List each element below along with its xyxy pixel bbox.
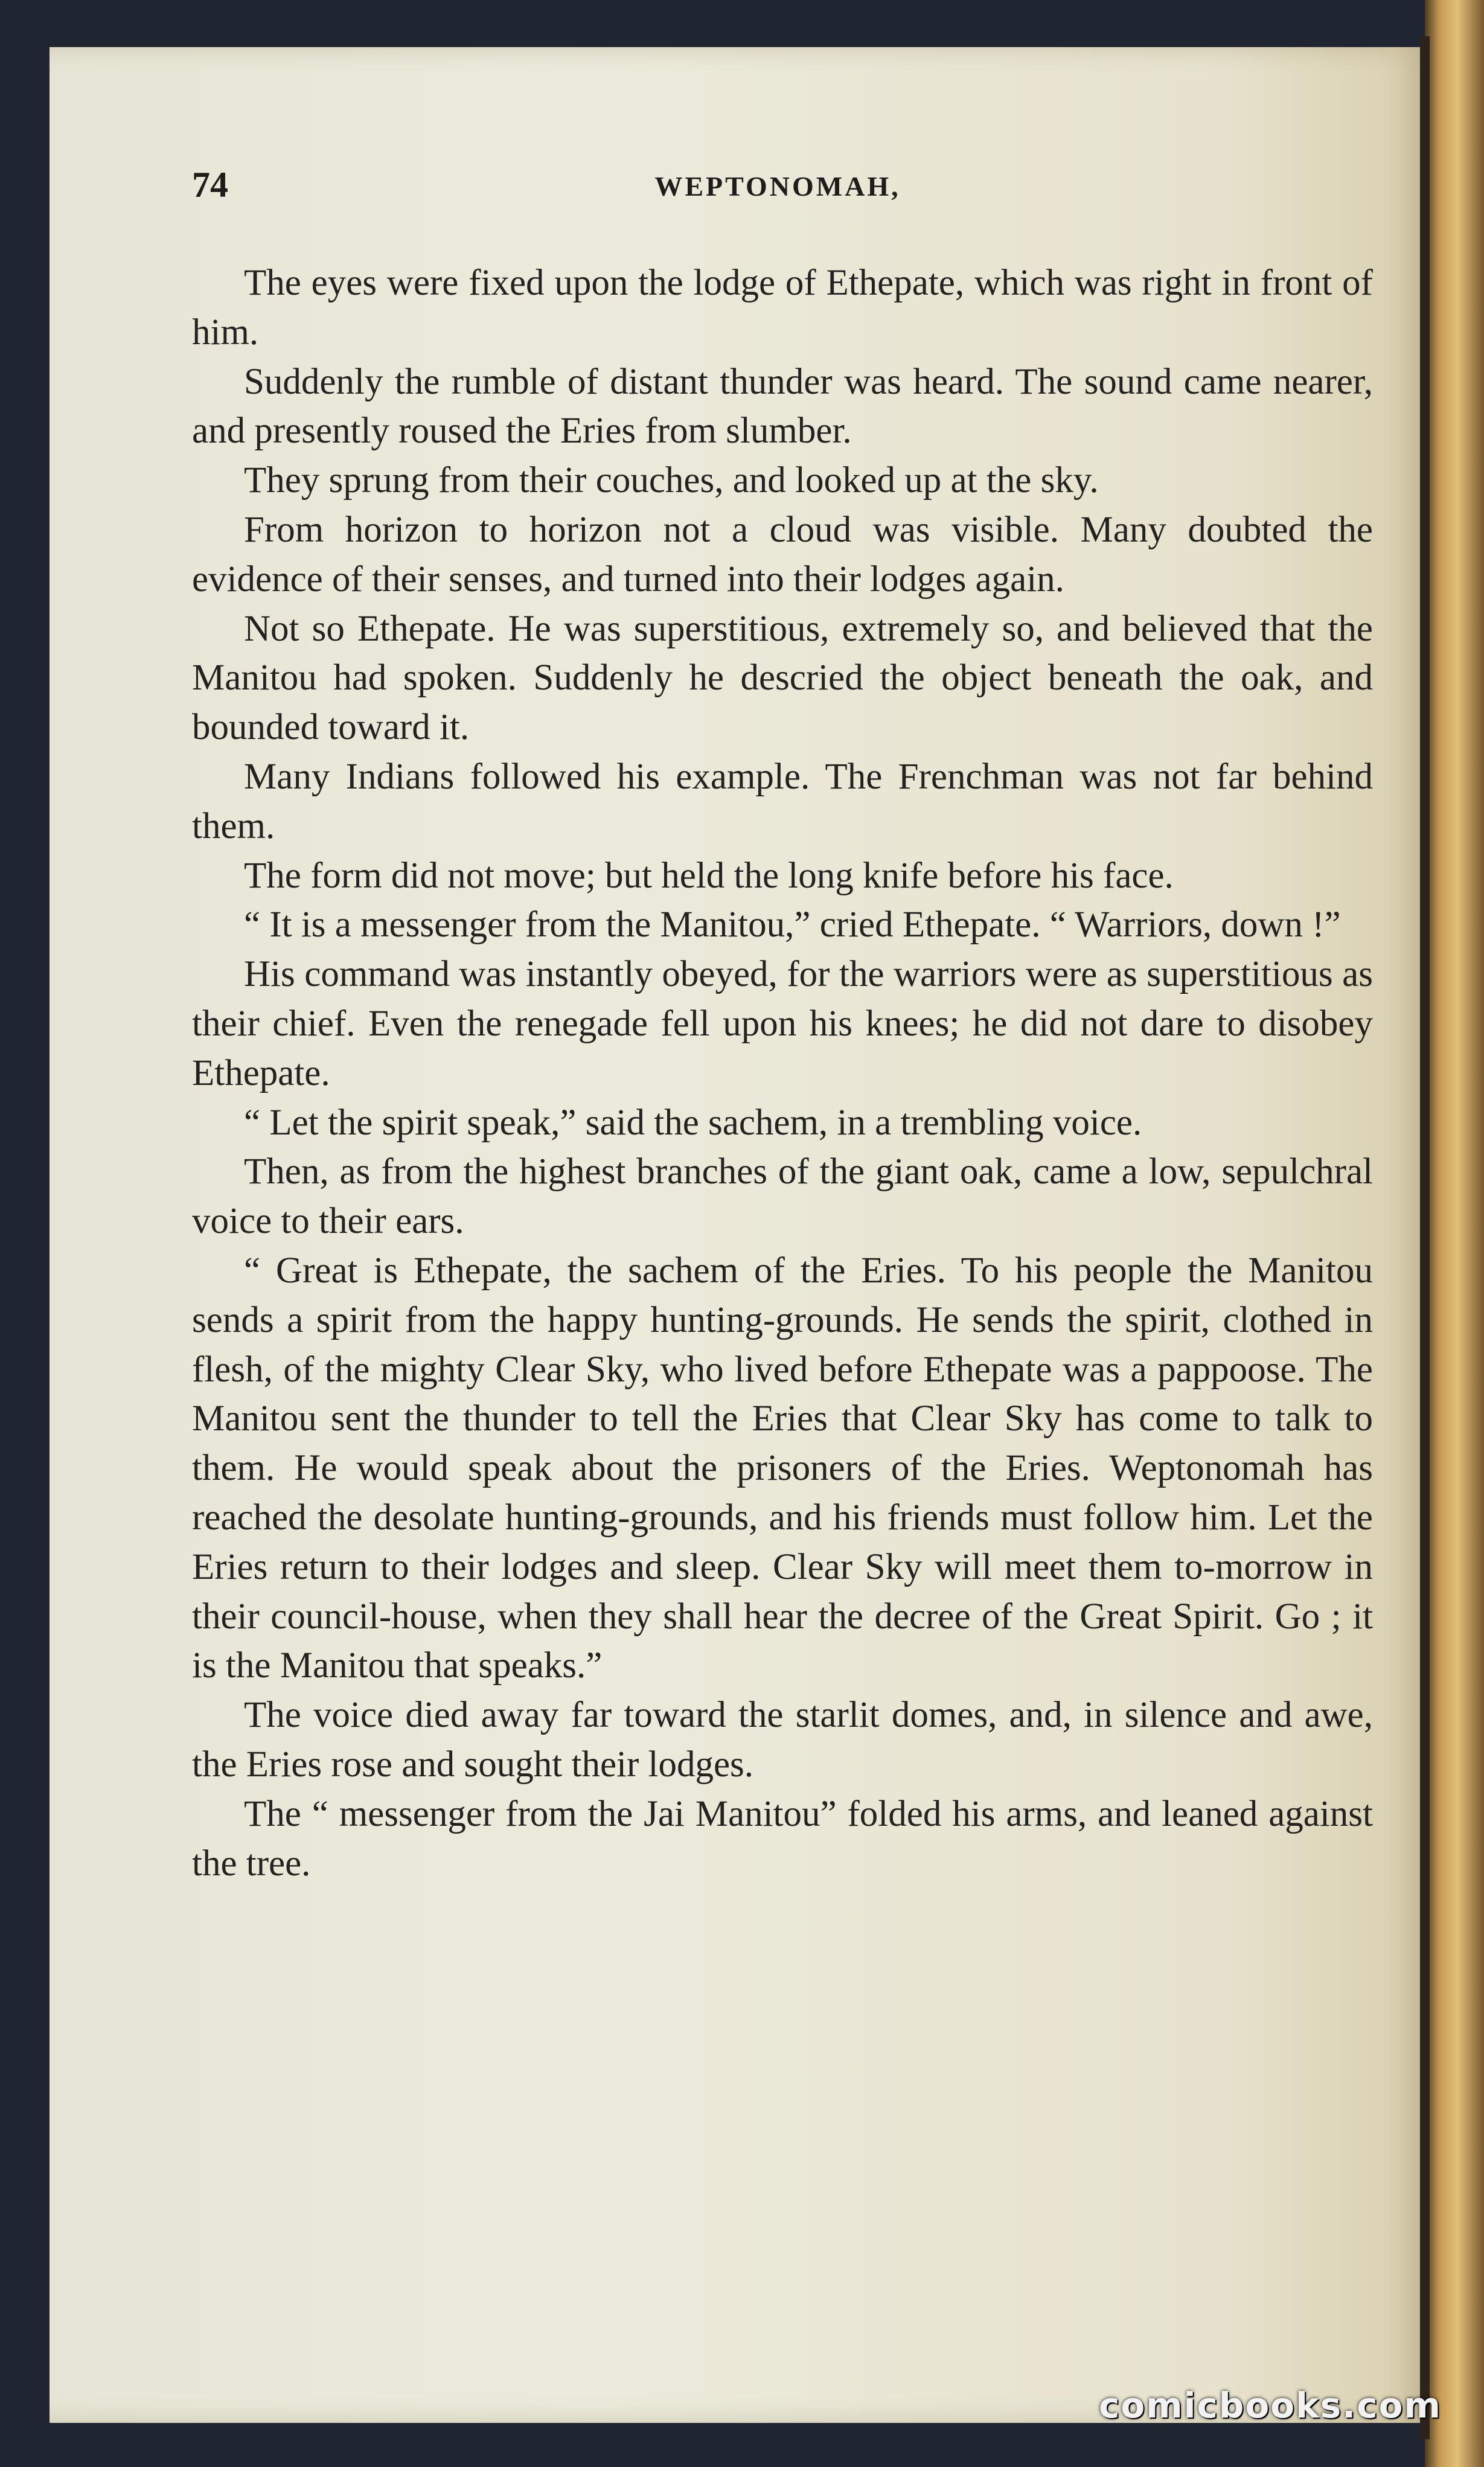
paragraph: From horizon to horizon not a cloud was visible. Many doubted the evidence of their senses, and turned into their lodges again. bbox=[192, 509, 1373, 600]
paragraph: Suddenly the rumble of distant thunder was heard. The sound came nearer, and presently roused the Eries from slumber. bbox=[192, 361, 1373, 452]
running-head bbox=[192, 164, 1363, 206]
paragraph: The voice died away far toward the starlit domes, and, in silence and awe, the Eries rose and sought their lodges. bbox=[192, 1695, 1373, 1785]
book-spine bbox=[1425, 0, 1484, 2467]
paragraph: His command was instantly obeyed, for the warriors were as superstitious as their chief. Even the renegade fell upon his knees; he did not dare to disobey Ethepate. bbox=[192, 954, 1373, 1093]
paragraph: Many Indians followed his example. The Frenchman was not far behind them. bbox=[192, 756, 1373, 846]
paragraph: Then, as from the highest branches of the giant oak, came a low, sepulchral voice to their ears. bbox=[192, 1151, 1373, 1242]
page-gutter bbox=[1420, 36, 1430, 2439]
paragraph: “ Let the spirit speak,” said the sachem, in a trembling voice. bbox=[244, 1102, 1142, 1143]
page-number: 74 bbox=[192, 165, 228, 205]
paragraph: “ It is a messenger from the Manitou,” cried Ethepate. “ Warriors, down !” bbox=[244, 904, 1341, 946]
paragraph: The form did not move; but held the long knife before his face. bbox=[244, 855, 1174, 896]
paragraph: “ Great is Ethepate, the sachem of the Eries. To his people the Manitou sends a spirit from the happy hunting-grounds. He sends the spirit, clothed in flesh, of the mighty Clear Sky, who lived before Ethepate was a pappoose. The Manitou sent the thunder to tell the Eries that Clear Sky has come to talk to them. He would speak about the prisoners of the Eries. Weptonomah has reached the desolate hunting-grounds, and his friends must follow him. Let the Eries return to their lodges and sleep. Clear Sky will meet them to-morrow in their council-house, when they shall hear the decree of the Great Spirit. Go ; it is the Manitou that speaks.” bbox=[192, 1250, 1373, 1686]
paragraph: Not so Ethepate. He was superstitious, extremely so, and believed that the Manitou had spoken. Suddenly he descried the object beneath the oak, and bounded toward it. bbox=[192, 608, 1373, 748]
watermark: comicbooks.com bbox=[1099, 2385, 1442, 2426]
book-title: WEPTONOMAH, bbox=[654, 171, 901, 202]
paragraph: The eyes were fixed upon the lodge of Ethepate, which was right in front of him. bbox=[192, 263, 1373, 353]
paragraph: The “ messenger from the Jai Manitou” folded his arms, and leaned against the tree. bbox=[192, 1793, 1373, 1884]
text-body bbox=[192, 258, 1373, 1888]
paragraph: They sprung from their couches, and looked up at the sky. bbox=[244, 460, 1099, 501]
